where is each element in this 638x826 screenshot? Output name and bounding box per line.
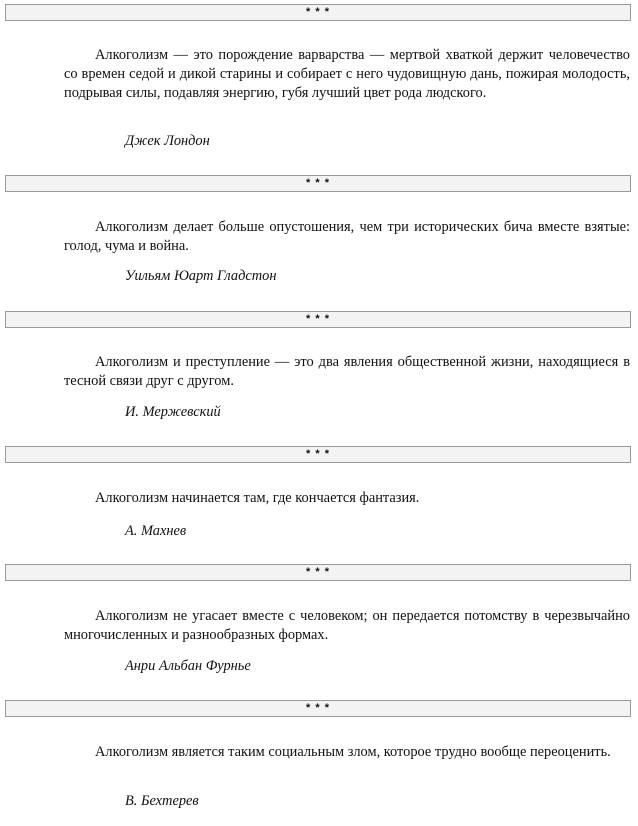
- quote-author: Уильям Юарт Гладстон: [125, 268, 277, 284]
- section-separator: * * *: [5, 175, 631, 192]
- section-separator: * * *: [5, 311, 631, 328]
- quote-text: Алкоголизм и преступление — это два явления общественной жизни, находящиеся в тесной связи друг с другом.: [64, 354, 630, 389]
- quote-author: А. Махнев: [125, 523, 187, 539]
- section-separator: * * *: [5, 564, 631, 581]
- quote-text: Алкоголизм является таким социальным злом, которое трудно вообще переоценить.: [95, 744, 611, 760]
- quote-text: Алкоголизм начинается там, где кончается фантазия.: [95, 490, 420, 506]
- section-separator: * * *: [5, 446, 631, 463]
- quote-author: Джек Лондон: [125, 133, 210, 149]
- quote-text: Алкоголизм делает больше опустошения, чем три исторических бича вместе взятые: голод, чума и война.: [64, 219, 630, 254]
- quote-text: Алкоголизм — это порождение варварства — мертвой хваткой держит человечество со времен седой и дикой старины и собирает с него чудовищную дань, пожирая молодость, подрывая силы, подавляя энергию, губя лучший цвет рода людского.: [64, 47, 630, 101]
- quote-author: И. Мержевский: [125, 404, 221, 420]
- section-separator: * * *: [5, 4, 631, 21]
- quote-author: Анри Альбан Фурнье: [125, 658, 251, 674]
- section-separator: * * *: [5, 700, 631, 717]
- quote-text: Алкоголизм не угасает вместе с человеком; он передается потомству в черезвычайно многочисленных и разнообразных формах.: [64, 608, 630, 643]
- quote-author: В. Бехтерев: [125, 793, 199, 809]
